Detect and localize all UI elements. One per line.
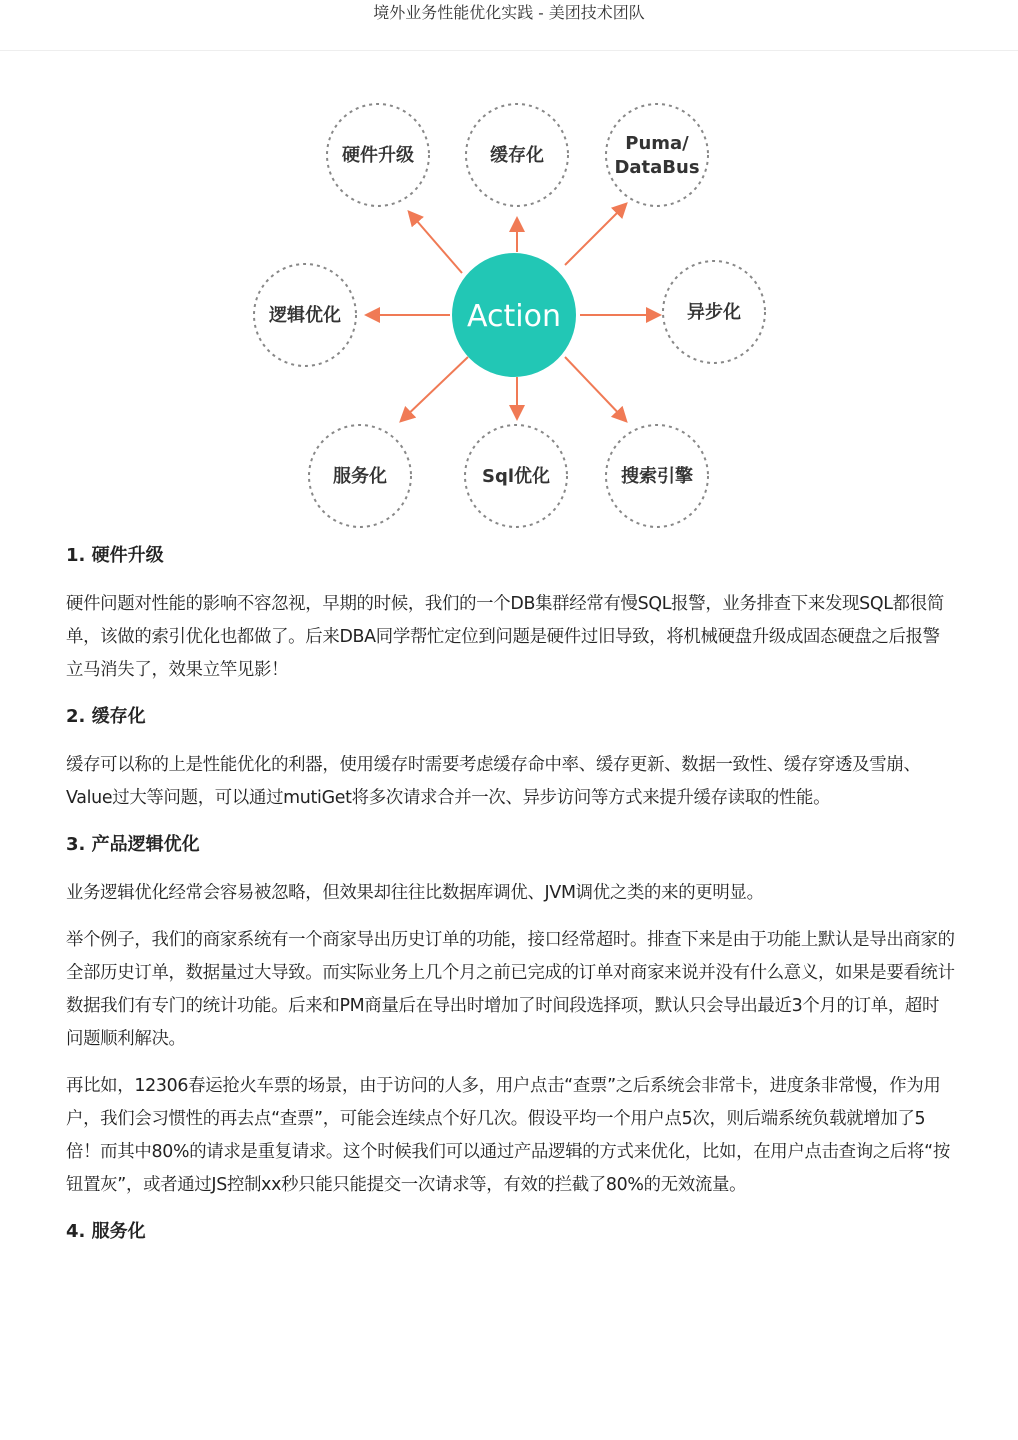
paragraph: 业务逻辑优化经常会容易被忽略，但效果却往往比数据库调优、JVM调优之类的来的更明显。 [66, 883, 764, 903]
section-heading: 1. 硬件升级 [66, 545, 164, 566]
section-heading: 4. 服务化 [66, 1221, 146, 1242]
paragraph: 举个例子，我们的商家系统有一个商家导出历史订单的功能，接口经常超时。排查下来是由于功能上默认是导出商家的全部历史订单，数据量过大导致。而实际业务上几个月之前已完成的订单对商家来说并没有什么意义，如果是要看统计数据我们有专门的统计功能。后来和PM商量后在导出时增加了时间段选择项，默认只会导出最近3个月的订单，超时问题顺利解决。 [66, 930, 955, 1049]
action-label: Action [467, 299, 561, 334]
page-header [0, 0, 1018, 51]
node-search: 搜索引擎 [621, 466, 693, 487]
paragraph: 缓存可以称的上是性能优化的利器，使用缓存时需要考虑缓存命中率、缓存更新、数据一致性、缓存穿透及雪崩、Value过大等问题，可以通过mutiGet将多次请求合并一次、异步访问等方式来提升缓存读取的性能。 [66, 755, 921, 808]
action-diagram [240, 95, 780, 535]
node-service: 服务化 [333, 466, 387, 487]
article-body [66, 540, 956, 1264]
section-heading: 2. 缓存化 [66, 706, 146, 727]
node-cache: 缓存化 [490, 145, 544, 166]
node-databus: DataBus [614, 157, 700, 178]
node-logic: 逻辑优化 [269, 305, 341, 326]
node-puma: Puma/ [625, 133, 689, 154]
paragraph: 再比如，12306春运抢火车票的场景，由于访问的人多，用户点击“查票”之后系统会非常卡，进度条非常慢，作为用户，我们会习惯性的再去点“查票”，可能会连续点个好几次。假设平均一个用户点5次，则后端系统负载就增加了5倍！而其中80%的请求是重复请求。这个时候我们可以通过产品逻辑的方式来优化，比如，在用户点击查询之后将“按钮置灰”，或者通过JS控制xx秒只能只能提交一次请求等，有效的拦截了80%的无效流量。 [66, 1076, 950, 1195]
node-async: 异步化 [687, 302, 741, 323]
paragraph: 硬件问题对性能的影响不容忽视，早期的时候，我们的一个DB集群经常有慢SQL报警，业务排查下来发现SQL都很简单，该做的索引优化也都做了。后来DBA同学帮忙定位到问题是硬件过旧导致，将机械硬盘升级成固态硬盘之后报警立马消失了，效果立竿见影！ [66, 594, 944, 680]
node-sql: Sql优化 [481, 466, 551, 487]
section-heading: 3. 产品逻辑优化 [66, 834, 200, 855]
node-hardware: 硬件升级 [342, 145, 414, 166]
page-title: 境外业务性能优化实践 - 美团技术团队 [373, 3, 645, 22]
